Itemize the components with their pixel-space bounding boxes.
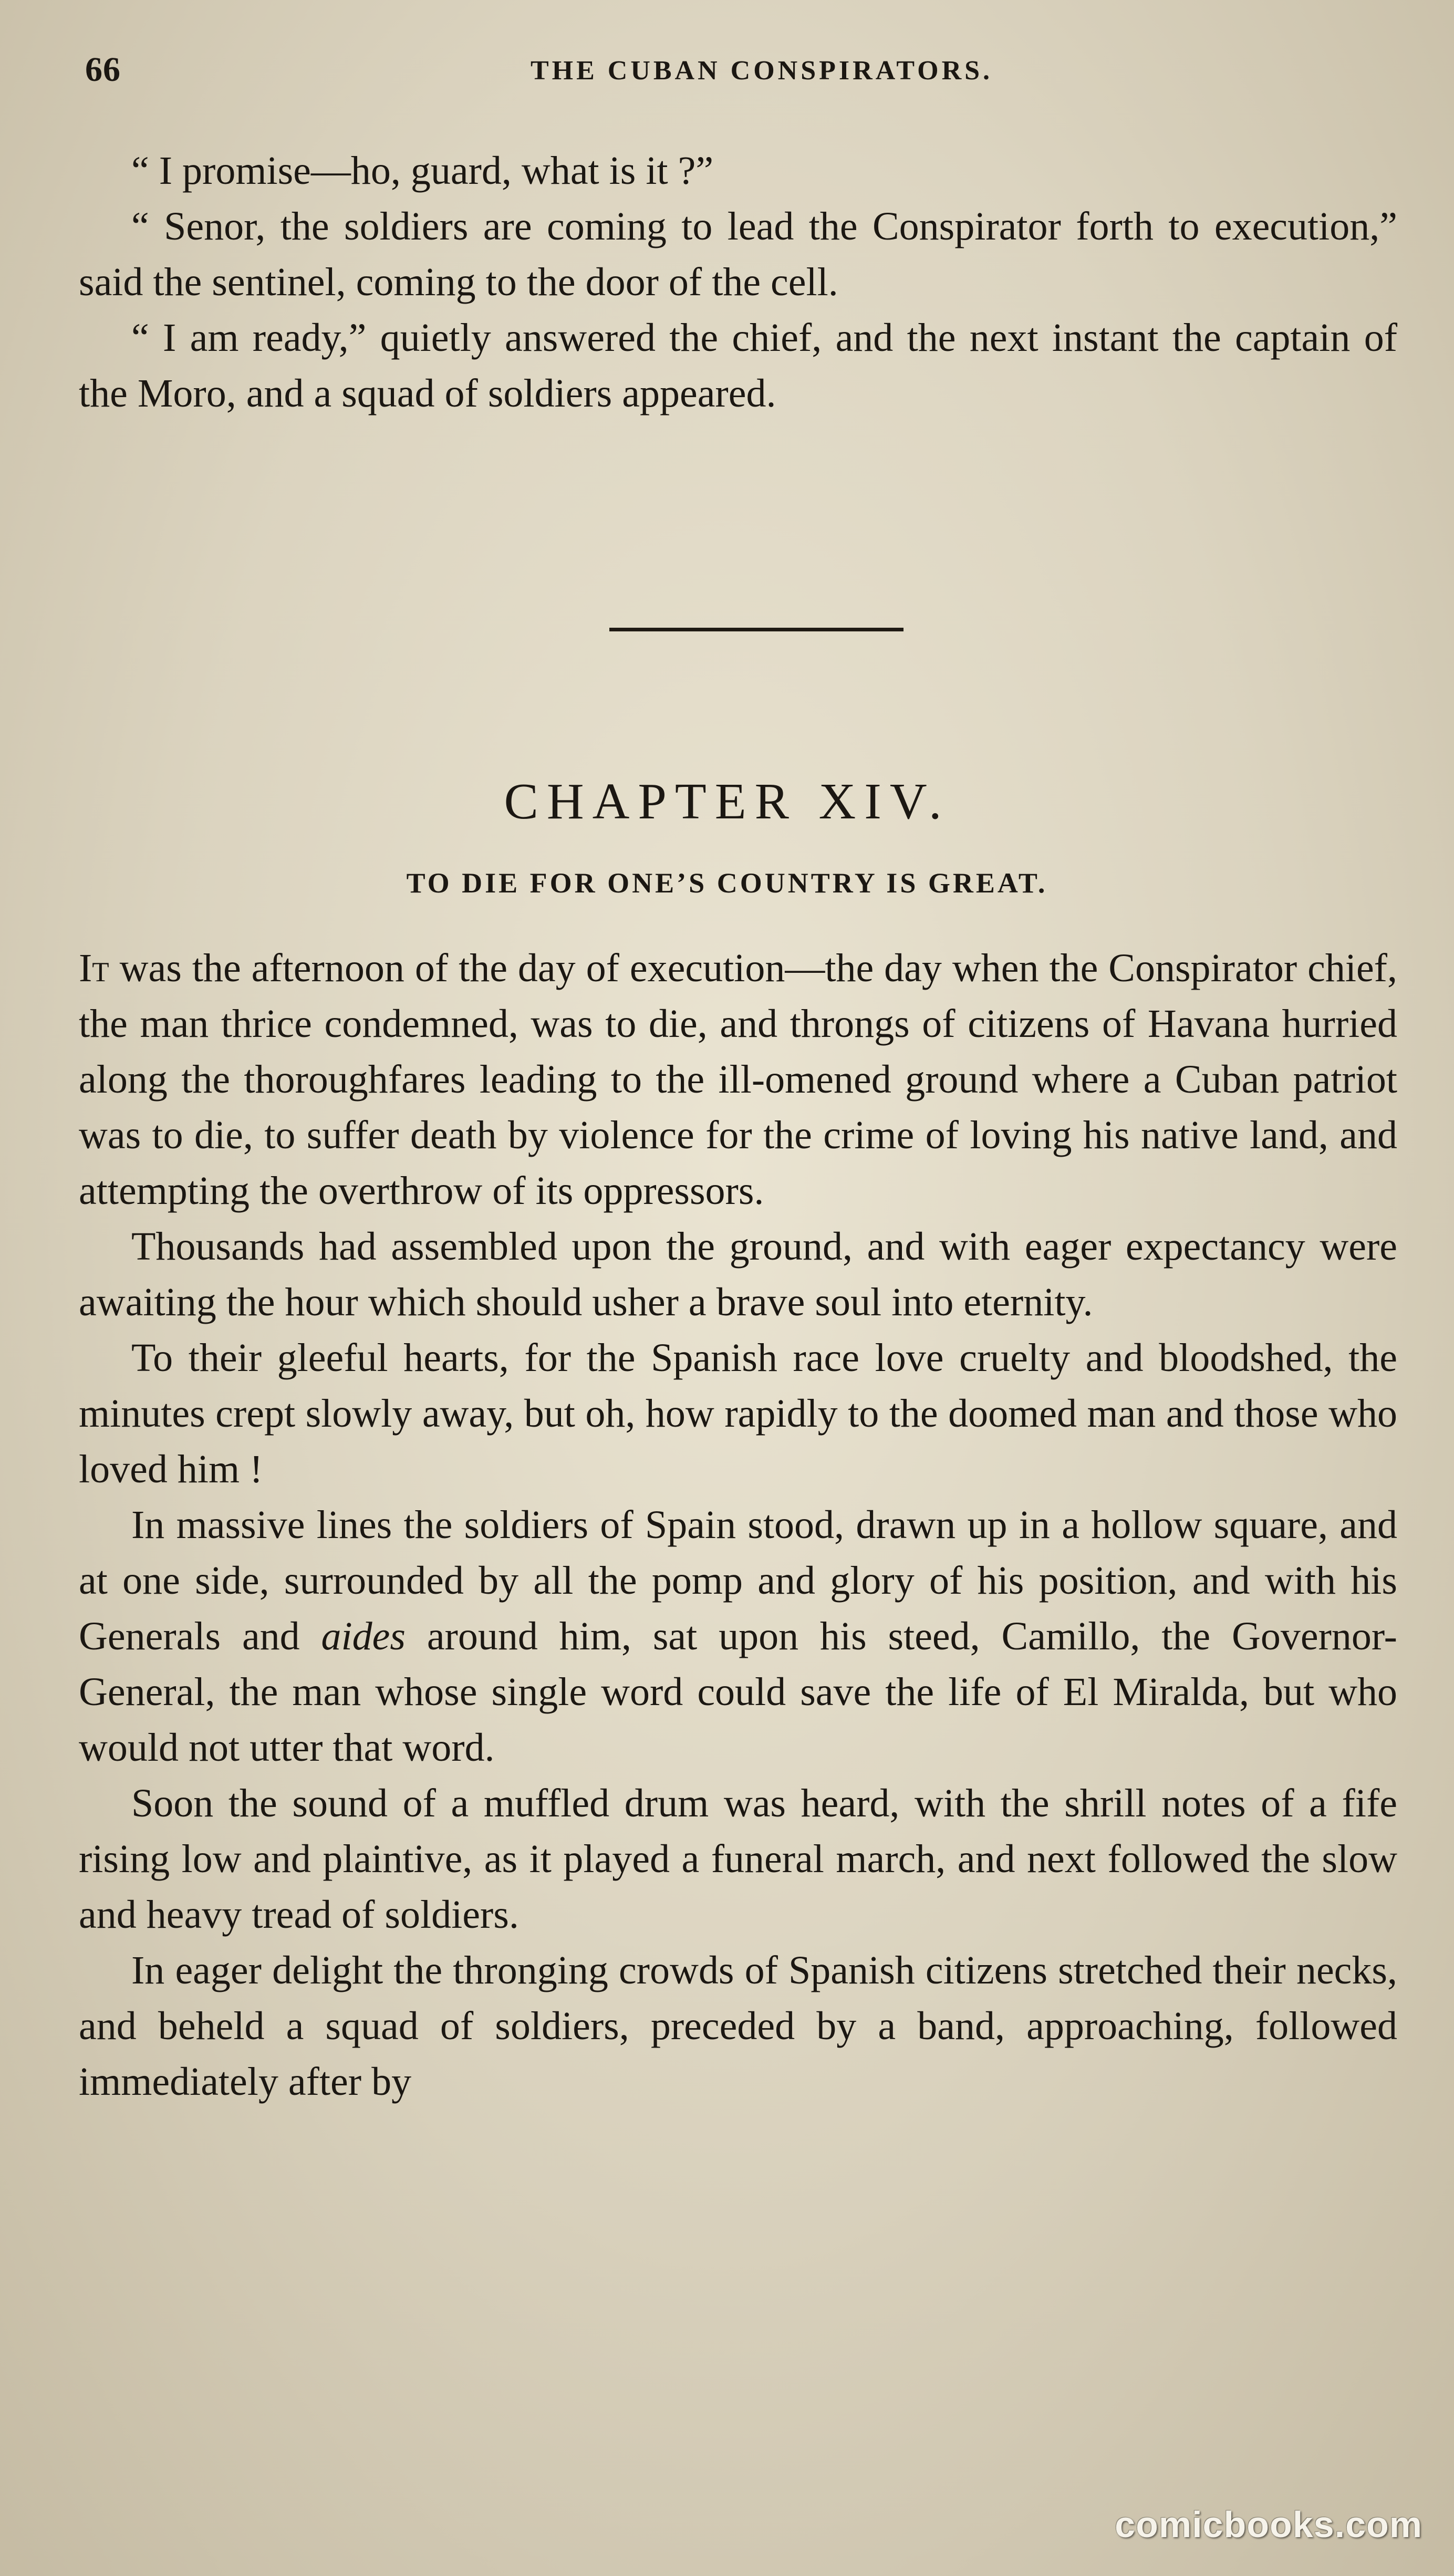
paragraph bbox=[79, 1497, 1397, 1775]
paragraph: Soon the sound of a muffled drum was heard, with the shrill notes of a fife rising low and plaintive, as it played a funeral march, and next followed the slow and heavy tread of soldiers. bbox=[79, 1781, 1397, 1937]
top-text-block bbox=[79, 143, 1397, 421]
page-number: 66 bbox=[85, 50, 121, 89]
page-header bbox=[79, 50, 1403, 97]
paragraph: Thousands had assembled upon the ground, and with eager expectancy were awaiting the hour which should usher a brave soul into eternity. bbox=[79, 1224, 1397, 1324]
section-divider bbox=[609, 628, 903, 631]
running-head: THE CUBAN CONSPIRATORS. bbox=[530, 56, 993, 86]
opening-word: It bbox=[79, 946, 109, 990]
chapter-subtitle: TO DIE FOR ONE’S COUNTRY IS GREAT. bbox=[406, 867, 1048, 899]
paragraph: To their gleeful hearts, for the Spanish race love cruelty and bloodshed, the minutes crept slowly away, but oh, how rapidly to the doomed man and those who loved him ! bbox=[79, 1336, 1397, 1491]
paragraph-text: around him, sat upon his steed, Camillo, the Governor-General, the man whose single word could save the life of El Miralda, but who would not utter that word. bbox=[79, 1614, 1397, 1770]
chapter-title: CHAPTER XIV. bbox=[504, 773, 950, 830]
italic-word: aides bbox=[321, 1614, 406, 1658]
paragraph: “ I am ready,” quietly answered the chief, and the next instant the captain of the Moro, and a squad of soldiers appeared. bbox=[79, 316, 1397, 416]
opening-paragraph bbox=[79, 940, 1397, 1219]
paragraph: In eager delight the thronging crowds of Spanish citizens stretched their necks, and beheld a squad of soldiers, preceded by a band, approaching, followed immediately after by bbox=[79, 1948, 1397, 2104]
opening-paragraph-text: was the afternoon of the day of execution—the day when the Conspirator chief, the man thrice condemned, was to die, and throngs of citizens of Havana hurried along the thoroughfares leading to the ill-omened ground where a Cuban patriot was to die, to suffer death by violence for the crime of loving his native land, and attempting the overthrow of its oppressors. bbox=[79, 946, 1397, 1213]
watermark: comicbooks.com bbox=[1115, 2504, 1422, 2545]
chapter-body bbox=[79, 940, 1397, 2110]
paragraph-text: In massive lines the soldiers of Spain stood, drawn up in a hollow square, and at one side, surrounded by all the pomp and glory of his position, and with his Generals and bbox=[79, 1503, 1397, 1658]
paragraph: “ I promise—ho, guard, what is it ?” bbox=[131, 149, 714, 193]
paragraph: “ Senor, the soldiers are coming to lead the Conspirator forth to execution,” said the sentinel, coming to the door of the cell. bbox=[79, 204, 1397, 304]
